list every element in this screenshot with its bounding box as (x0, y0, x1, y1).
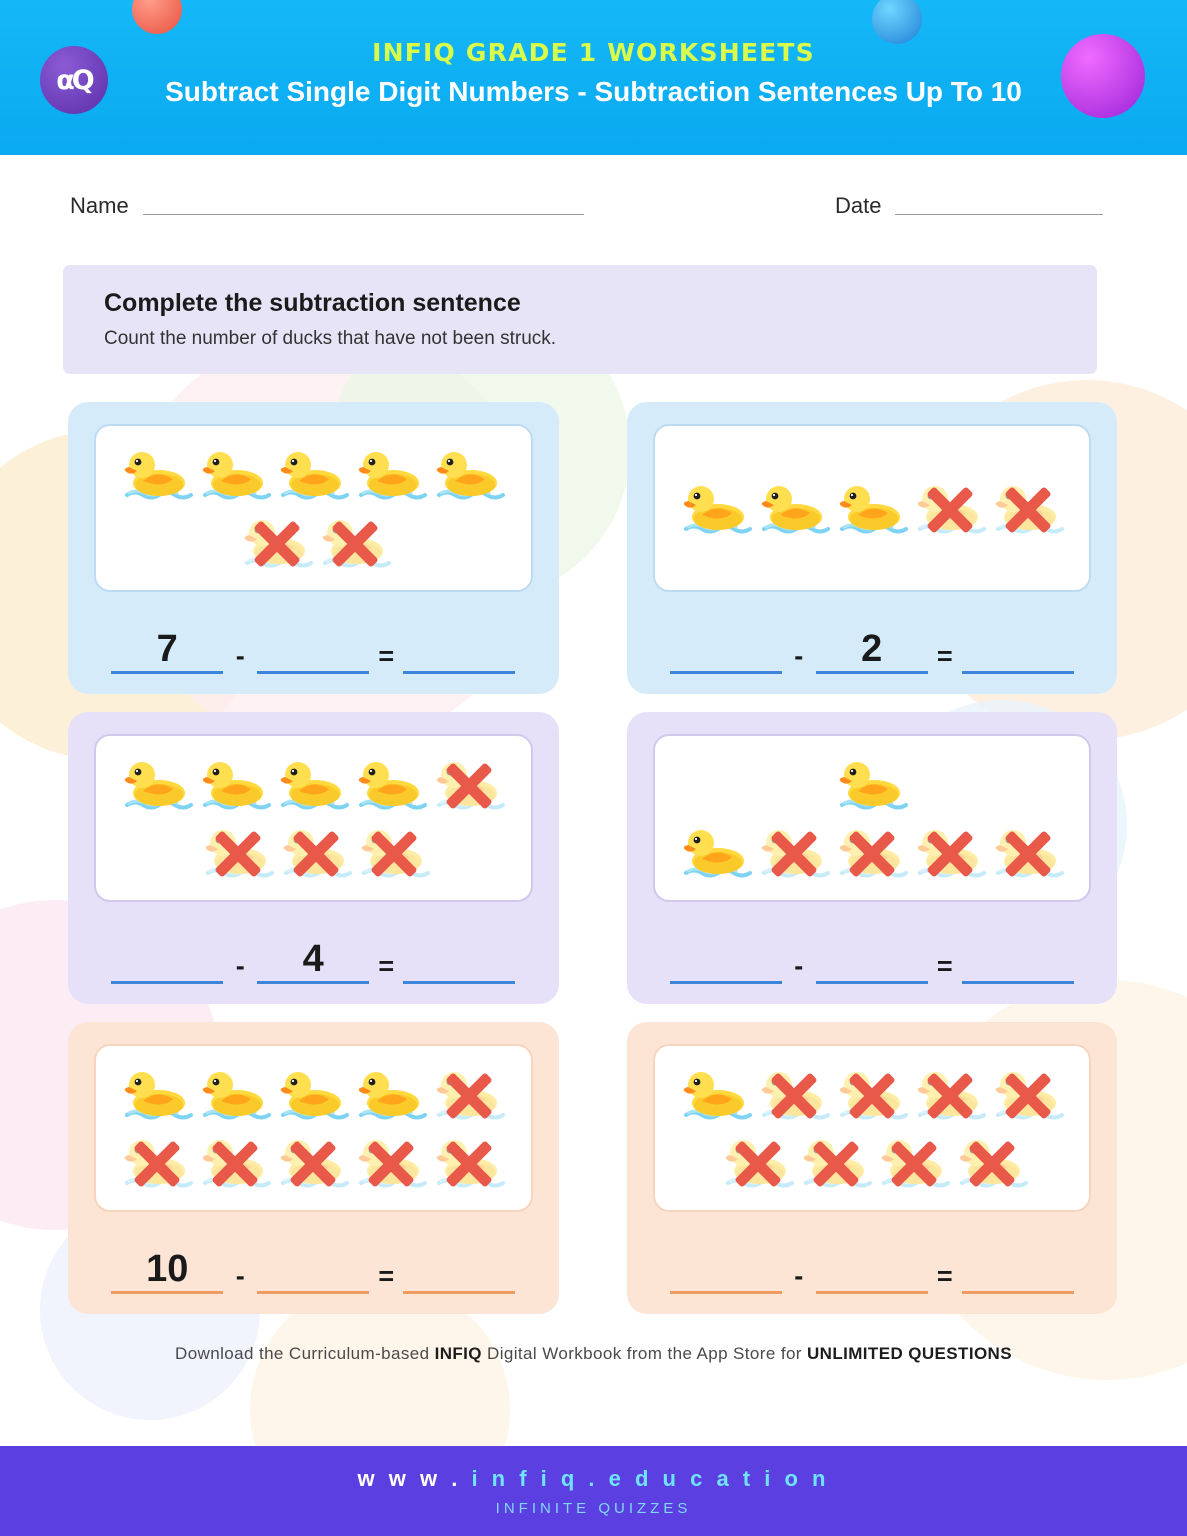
duck-struck-icon (356, 819, 432, 887)
duck-icon (275, 751, 351, 819)
duck-icon (431, 441, 507, 509)
subtrahend-blank[interactable] (816, 981, 928, 984)
duck-struck-icon (431, 751, 507, 819)
duck-struck-icon (912, 819, 988, 887)
duck-struck-icon (756, 1061, 832, 1129)
duck-icon (197, 751, 273, 819)
duck-icon (353, 751, 429, 819)
duck-struck-icon (990, 475, 1066, 543)
duck-struck-icon (834, 1061, 910, 1129)
equals-operator: = (378, 641, 395, 671)
duck-icon (678, 819, 754, 887)
subtraction-sentence (653, 1234, 1092, 1294)
minus-operator: - (235, 951, 245, 981)
subtrahend-blank[interactable]: 4 (257, 937, 369, 984)
duck-row (665, 475, 1080, 543)
duck-row (106, 1061, 521, 1129)
equals-operator: = (378, 951, 395, 981)
duck-struck-icon (275, 1129, 351, 1197)
duck-row (106, 509, 521, 577)
page-header (0, 0, 1187, 155)
duck-icon (678, 475, 754, 543)
instruction-title: Complete the subtraction sentence (104, 289, 521, 317)
duck-row (106, 751, 521, 819)
duck-illustration (94, 424, 533, 592)
name-date-row (0, 155, 1187, 219)
header-kicker: INFIQ GRADE 1 WORKSHEETS (372, 38, 815, 67)
subtraction-sentence (653, 924, 1092, 984)
subtraction-sentence (94, 924, 533, 984)
duck-icon (834, 475, 910, 543)
problem-card (68, 712, 559, 1004)
duck-struck-icon (119, 1129, 195, 1197)
difference-blank[interactable] (962, 1291, 1074, 1294)
problem-grid (68, 402, 1117, 1314)
duck-row (665, 819, 1080, 887)
promo-highlight: UNLIMITED QUESTIONS (806, 1344, 1012, 1363)
page-footer (0, 1446, 1187, 1536)
minuend-blank[interactable] (670, 981, 782, 984)
difference-blank[interactable] (403, 981, 515, 984)
duck-struck-icon (876, 1129, 952, 1197)
subtrahend-blank[interactable] (257, 671, 369, 674)
duck-struck-icon (756, 819, 832, 887)
duck-icon (756, 475, 832, 543)
duck-icon (197, 1061, 273, 1129)
minus-operator: - (794, 1261, 804, 1291)
duck-struck-icon (317, 509, 393, 577)
duck-icon (353, 1061, 429, 1129)
minuend-blank[interactable]: 7 (111, 627, 223, 674)
duck-icon (275, 1061, 351, 1129)
page-title: Subtract Single Digit Numbers - Subtraction Sentences Up To 10 (165, 76, 1022, 107)
minuend-blank[interactable]: 10 (111, 1247, 223, 1294)
duck-struck-icon (834, 819, 910, 887)
duck-struck-icon (431, 1129, 507, 1197)
minuend-blank[interactable] (670, 671, 782, 674)
footer-url[interactable] (358, 1466, 830, 1492)
subtraction-sentence (94, 1234, 533, 1294)
subtraction-sentence (653, 614, 1092, 674)
difference-blank[interactable] (962, 981, 1074, 984)
instruction-subtitle: Count the number of ducks that have not been struck. (104, 328, 557, 349)
duck-row (106, 441, 521, 509)
footer-url-www: w w w . (357, 1465, 462, 1491)
promo-part1: Download the Curriculum-based (175, 1344, 435, 1363)
duck-row (106, 1129, 521, 1197)
duck-struck-icon (912, 475, 988, 543)
footer-tagline: INFINITE QUIZZES (495, 1499, 692, 1517)
problem-card (627, 1022, 1118, 1314)
duck-icon (119, 441, 195, 509)
duck-illustration (653, 1044, 1092, 1212)
duck-row (106, 819, 521, 887)
duck-struck-icon (720, 1129, 796, 1197)
duck-illustration (653, 734, 1092, 902)
promo-brand: INFIQ (434, 1344, 482, 1363)
instruction-panel (63, 265, 1097, 374)
subtrahend-blank[interactable] (257, 1291, 369, 1294)
date-input-line[interactable] (895, 195, 1103, 215)
duck-illustration (94, 1044, 533, 1212)
promo-text (0, 1344, 1187, 1364)
problem-card (68, 1022, 559, 1314)
duck-struck-icon (990, 819, 1066, 887)
promo-part2: Digital Workbook from the App Store for (481, 1344, 807, 1363)
minus-operator: - (794, 951, 804, 981)
logo-text: αQ (56, 64, 92, 96)
equals-operator: = (378, 1261, 395, 1291)
duck-icon (353, 441, 429, 509)
duck-struck-icon (954, 1129, 1030, 1197)
subtrahend-blank[interactable] (816, 1291, 928, 1294)
duck-icon (275, 441, 351, 509)
minus-operator: - (235, 1261, 245, 1291)
duck-struck-icon (197, 1129, 273, 1197)
equals-operator: = (936, 641, 953, 671)
duck-icon (197, 441, 273, 509)
date-label: Date (835, 193, 882, 218)
subtraction-sentence (94, 614, 533, 674)
duck-row (665, 1061, 1080, 1129)
duck-struck-icon (200, 819, 276, 887)
problem-card (627, 712, 1118, 1004)
duck-illustration (94, 734, 533, 902)
duck-icon (678, 1061, 754, 1129)
equals-operator: = (936, 1261, 953, 1291)
difference-blank[interactable] (403, 671, 515, 674)
duck-icon (834, 751, 910, 819)
duck-struck-icon (431, 1061, 507, 1129)
subtrahend-blank[interactable]: 2 (816, 627, 928, 674)
duck-struck-icon (912, 1061, 988, 1129)
name-label: Name (70, 193, 129, 218)
minus-operator: - (235, 641, 245, 671)
duck-row (665, 1129, 1080, 1197)
equals-operator: = (936, 951, 953, 981)
duck-struck-icon (239, 509, 315, 577)
duck-icon (119, 1061, 195, 1129)
name-input-line[interactable] (143, 195, 584, 215)
duck-struck-icon (990, 1061, 1066, 1129)
duck-struck-icon (278, 819, 354, 887)
minus-operator: - (794, 641, 804, 671)
duck-struck-icon (798, 1129, 874, 1197)
difference-blank[interactable] (962, 671, 1074, 674)
problem-card (627, 402, 1118, 694)
duck-struck-icon (353, 1129, 429, 1197)
duck-icon (119, 751, 195, 819)
difference-blank[interactable] (403, 1291, 515, 1294)
problem-card (68, 402, 559, 694)
duck-illustration (653, 424, 1092, 592)
minuend-blank[interactable] (111, 981, 223, 984)
minuend-blank[interactable] (670, 1291, 782, 1294)
footer-url-domain: i n f i q . e d u c a t i o n (461, 1465, 830, 1491)
duck-row (665, 751, 1080, 819)
